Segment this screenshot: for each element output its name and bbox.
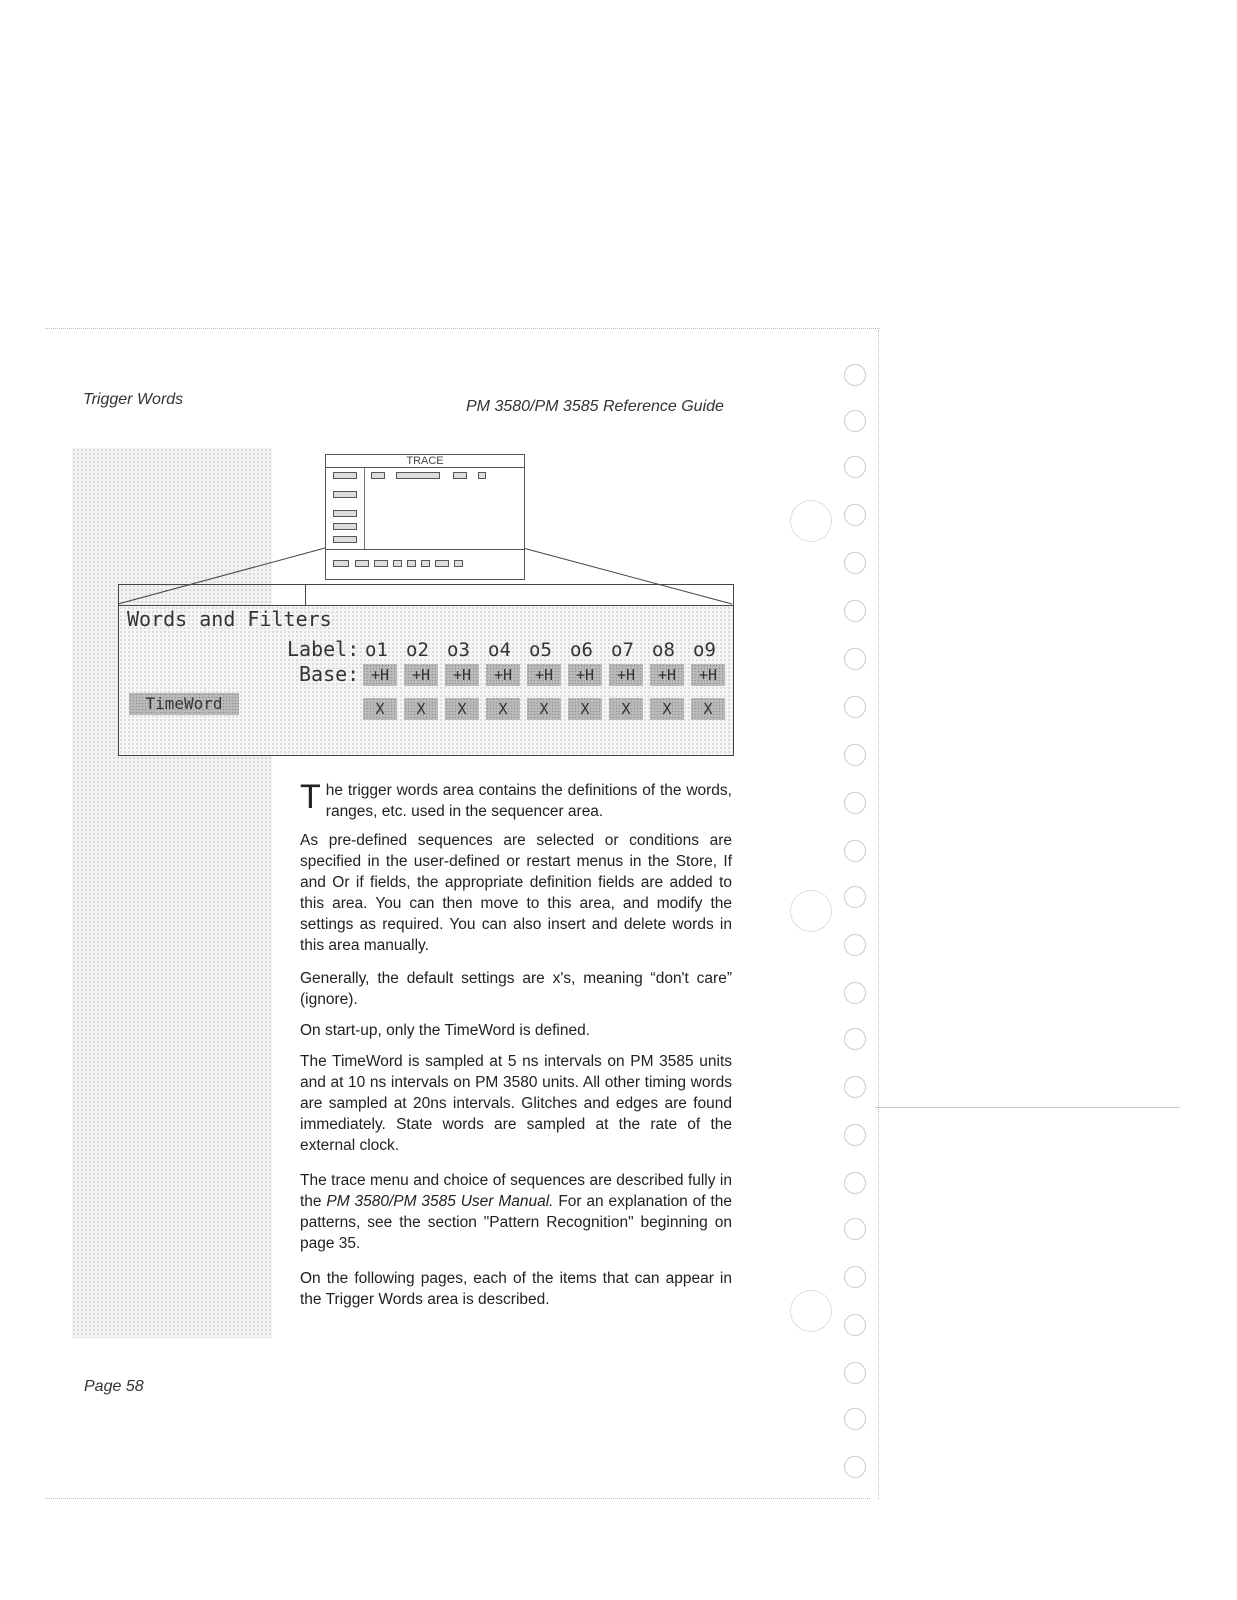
drop-cap: T xyxy=(300,778,321,816)
binder-hole xyxy=(844,1266,866,1288)
thumbnail-trigger-area xyxy=(326,549,524,580)
label-o7: o7 xyxy=(611,639,634,661)
binder-hole xyxy=(844,600,866,622)
timeword-cell[interactable]: X xyxy=(568,698,602,720)
base-cell[interactable]: +H xyxy=(609,664,643,686)
binder-hole xyxy=(844,1408,866,1430)
timeword-label[interactable]: TimeWord xyxy=(129,693,239,715)
timeword-cell[interactable]: X xyxy=(527,698,561,720)
binder-hole xyxy=(844,886,866,908)
paragraph-trace-menu-b: For an explanation of the patterns, see the section "Pattern Recognition" beginning on page 35. xyxy=(300,1193,732,1252)
binder-hole xyxy=(844,696,866,718)
binder-hole xyxy=(844,1172,866,1194)
timeword-cell[interactable]: X xyxy=(486,698,520,720)
paragraph-predefined: As pre-defined sequences are selected or conditions are specified in the user-defined or restart menus in the Store, If and Or if fields, the appropriate definition fields are added to this area. You can then move to this area, and modify the settings as required. You can also insert and delete words in this area manually. xyxy=(300,832,732,954)
user-manual-title: PM 3580/PM 3585 User Manual. xyxy=(326,1193,554,1210)
label-o4: o4 xyxy=(488,639,511,661)
binder-hole xyxy=(844,1314,866,1336)
base-caption: Base: xyxy=(299,662,360,686)
ring-hole xyxy=(790,500,832,542)
paragraph-intro xyxy=(300,780,732,822)
binder-hole xyxy=(844,364,866,386)
timeword-cell[interactable]: X xyxy=(445,698,479,720)
binder-hole xyxy=(844,1456,866,1478)
thumbnail-title: TRACE xyxy=(326,455,524,468)
trace-screen-thumbnail xyxy=(325,454,525,580)
panel-title: Words and Filters xyxy=(127,607,332,631)
base-cell[interactable]: +H xyxy=(650,664,684,686)
binder-hole xyxy=(844,504,866,526)
base-cell[interactable]: +H xyxy=(527,664,561,686)
base-cell[interactable]: +H xyxy=(691,664,725,686)
binder-hole xyxy=(844,934,866,956)
timeword-cell[interactable]: X xyxy=(363,698,397,720)
paragraph-trace-menu-a: The trace menu and choice of sequences are described fully in the xyxy=(300,1172,732,1210)
label-o1: o1 xyxy=(365,639,388,661)
paragraph-following: On the following pages, each of the items that can appear in the Trigger Words area is described. xyxy=(300,1270,732,1308)
base-cell[interactable]: +H xyxy=(568,664,602,686)
base-cell[interactable]: +H xyxy=(486,664,520,686)
label-o8: o8 xyxy=(652,639,675,661)
paragraph-startup: On start-up, only the TimeWord is defined. xyxy=(300,1022,591,1039)
ring-hole xyxy=(790,890,832,932)
binder-hole xyxy=(844,1362,866,1384)
label-caption: Label: xyxy=(287,637,360,661)
running-header-section: Trigger Words xyxy=(83,391,184,408)
label-o3: o3 xyxy=(447,639,470,661)
base-cell[interactable]: +H xyxy=(404,664,438,686)
binder-hole xyxy=(844,410,866,432)
binder-hole xyxy=(844,982,866,1004)
timeword-cell[interactable]: X xyxy=(404,698,438,720)
binder-hole xyxy=(844,648,866,670)
binder-hole xyxy=(844,552,866,574)
binder-hole xyxy=(844,1218,866,1240)
binder-hole xyxy=(844,1028,866,1050)
page-number: Page 58 xyxy=(84,1378,144,1395)
binder-hole xyxy=(844,1076,866,1098)
paragraph-trace-menu xyxy=(300,1170,732,1254)
binder-hole xyxy=(844,1124,866,1146)
base-cell[interactable]: +H xyxy=(363,664,397,686)
paragraph-defaults: Generally, the default settings are x's, meaning “don't care” (ignore). xyxy=(300,970,732,1008)
base-cell[interactable]: +H xyxy=(445,664,479,686)
label-o6: o6 xyxy=(570,639,593,661)
binder-hole xyxy=(844,840,866,862)
label-o2: o2 xyxy=(406,639,429,661)
timeword-cell[interactable]: X xyxy=(650,698,684,720)
label-o5: o5 xyxy=(529,639,552,661)
words-and-filters-panel xyxy=(118,584,734,756)
paragraph-sampling: The TimeWord is sampled at 5 ns intervals on PM 3585 units and at 10 ns intervals on PM 3580 units. All other timing words are sampled at 20ns intervals. Glitches and edges are found immediately. State words are sampled at the rate of the external clock. xyxy=(300,1053,732,1154)
binder-hole xyxy=(844,456,866,478)
binder-hole xyxy=(844,792,866,814)
label-o9: o9 xyxy=(693,639,716,661)
running-header-guide: PM 3580/PM 3585 Reference Guide xyxy=(466,398,724,415)
paragraph-intro-text: he trigger words area contains the definitions of the words, ranges, etc. used in the sequencer area. xyxy=(325,782,732,820)
timeword-cell[interactable]: X xyxy=(609,698,643,720)
thumbnail-left-column xyxy=(326,468,365,549)
timeword-cell[interactable]: X xyxy=(691,698,725,720)
binder-hole xyxy=(844,744,866,766)
ring-hole xyxy=(790,1290,832,1332)
panel-header-strip xyxy=(119,585,733,606)
